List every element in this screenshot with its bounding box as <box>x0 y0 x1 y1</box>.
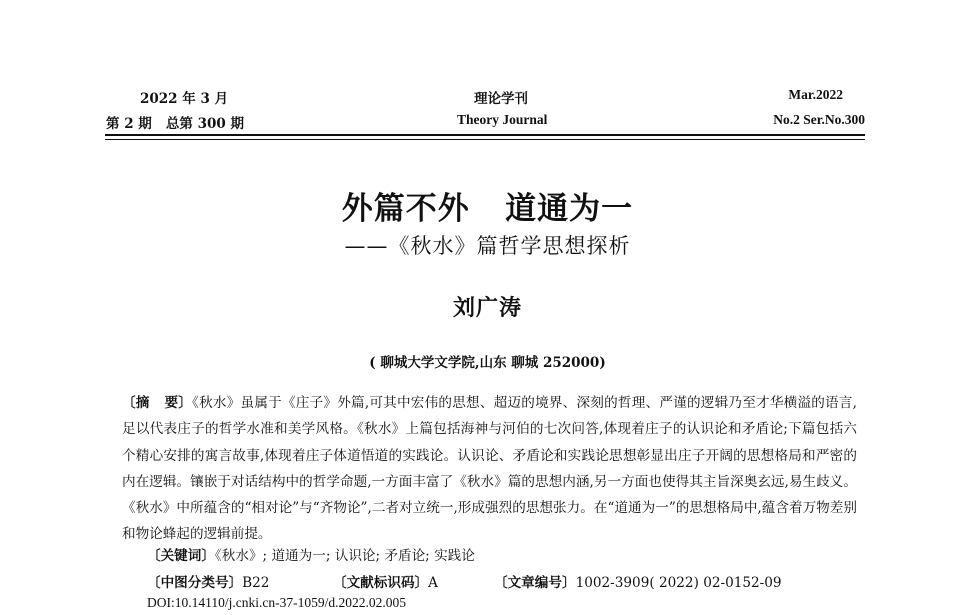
keywords-text: 《秋水》; 道通为一; 认识论; 矛盾论; 实践论 <box>214 548 475 564</box>
doi[interactable]: DOI:10.14110/j.cnki.cn-37-1059/d.2022.02.005 <box>147 595 406 610</box>
abstract-text: 《秋水》虽属于《庄子》外篇,可其中宏伟的思想、超迈的境界、深刻的哲理、严谨的逻辑乃至才华横溢的语言,足以代表庄子的哲学水准和美学风格。《秋水》上篇包括海神与河伯的七次问答,体现着庄子的认识论和矛盾论;下篇包括六个精心安排的寓言故事,体现着庄子体道悟道的实践论。认识论、矛盾论和实践论思想彰显出庄子开阔的思想格局和严密的内在逻辑。镶嵌于对话结构中的哲学命题,一方面丰富了《秋水》篇的思想内涵,另一方面也使得其主旨深奥玄远,易生歧义。《秋水》中所蕴含的“相对论”与“齐物论”,二者对立统一,形成强烈的思想张力。在“道通为一”的思想格局中,蕴含着万物差别和物论蜂起的逻辑前提。 <box>122 395 858 543</box>
article-number <box>494 571 782 591</box>
article-number-label: 〔文章编号〕 <box>494 575 576 591</box>
header-rule-thick <box>105 134 865 136</box>
header-journal-en: Theory Journal <box>457 112 548 127</box>
author-affiliation: ( 聊城大学文学院,山东 聊城 252000) <box>369 355 606 371</box>
abstract <box>122 390 857 548</box>
clc-value: B22 <box>242 575 270 591</box>
doc-code-label: 〔文献标识码〕 <box>333 575 429 591</box>
clc-label: 〔中图分类号〕 <box>147 575 243 591</box>
article-title: 外篇不外 道通为一 <box>341 191 634 227</box>
header-rule-thin <box>105 139 865 140</box>
keywords <box>147 544 475 564</box>
article-author: 刘广涛 <box>452 296 522 321</box>
header-issue-en: No.2 Ser.No.300 <box>773 112 865 127</box>
header-date-en: Mar.2022 <box>788 87 843 102</box>
clc-number <box>147 571 269 591</box>
header-journal-cn: 理论学刊 <box>474 91 528 107</box>
header-date-cn: 2022 年 3 月 <box>140 91 229 107</box>
document-code <box>333 571 438 591</box>
header-issue-cn: 第 2 期 总第 300 期 <box>106 116 244 132</box>
article-number-value: 1002-3909( 2022) 02-0152-09 <box>575 575 782 591</box>
doc-code-value: A <box>428 575 438 591</box>
article-subtitle: ——《秋水》篇哲学思想探析 <box>344 234 631 258</box>
keywords-label: 〔关键词〕 <box>147 548 215 564</box>
abstract-label: 〔摘 要〕 <box>122 395 193 411</box>
